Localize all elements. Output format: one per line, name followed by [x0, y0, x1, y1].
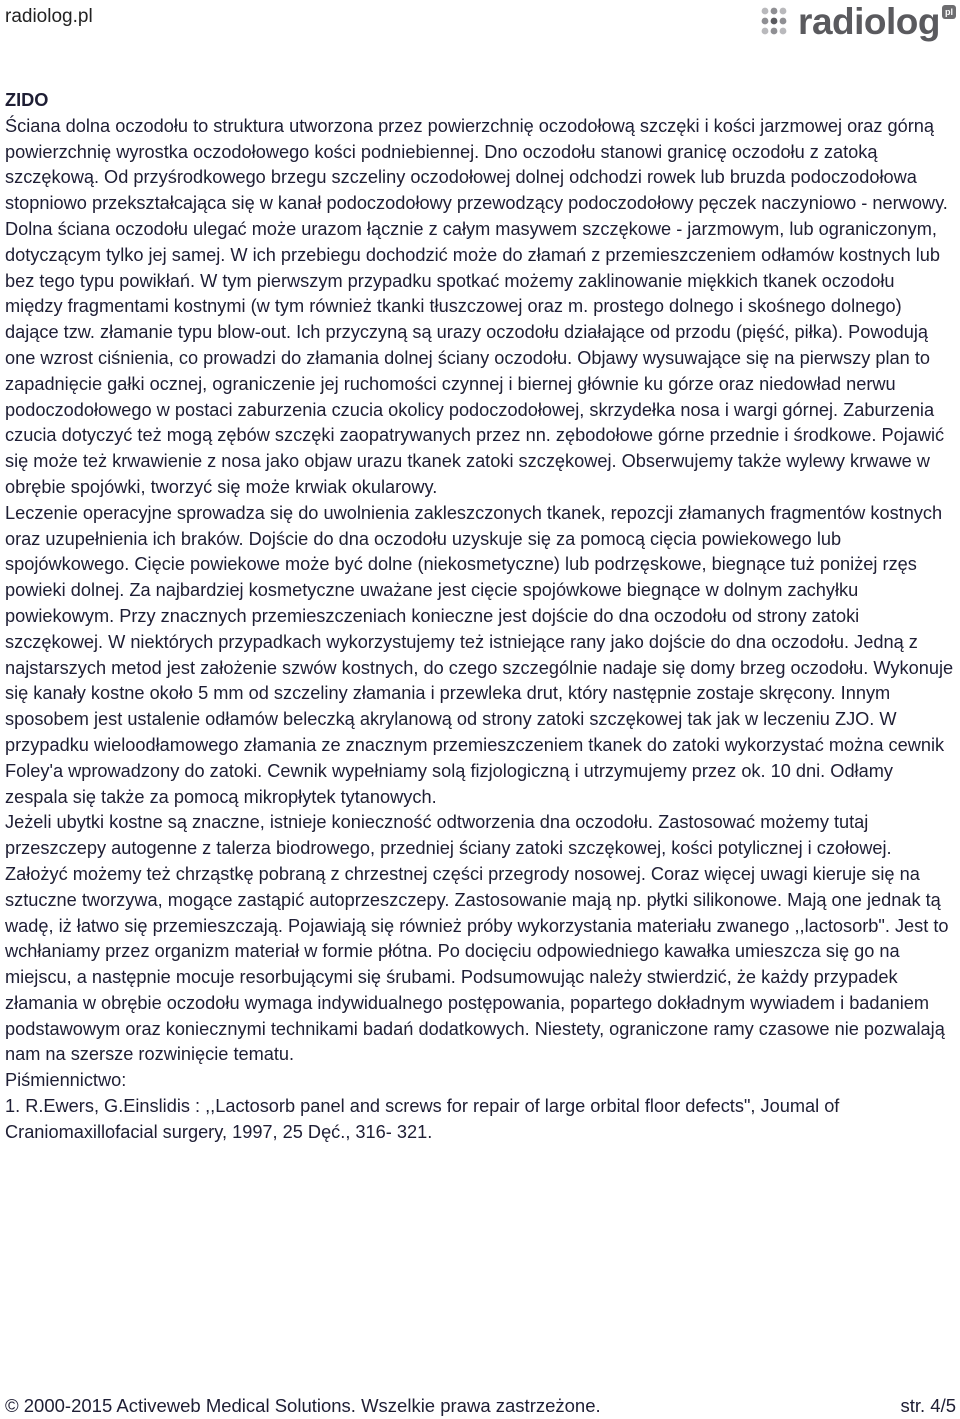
site-name[interactable]: radiolog.pl [5, 6, 93, 27]
article-heading: ZIDO [5, 90, 49, 110]
references-heading: Piśmiennictwo: [5, 1070, 127, 1091]
copyright-text: © 2000-2015 Activeweb Medical Solutions. Wszelkie prawa zastrzeżone. [5, 1395, 601, 1416]
logo-dots-icon [760, 6, 794, 36]
article-paragraph: Ściana dolna oczodołu to struktura utworzona przez powierzchnię oczodołową szczęki i kości jarzmowej oraz górną powierzchnię wyrostka oczodołowego kości podniebiennej. Dno oczodołu stanowi granicę oczodołu z zatoką szczękową. Od przyśrodkowego brzegu szczeliny oczodołowej dolnej odchodzi rowek lub bruzda podoczodołowa stopniowo przekształcająca się w kanał podoczodołowy przewodzący podoczodołowy pęczek naczyniowo - nerwowy. Dolna ściana oczodołu ulegać może urazom łącznie z całym masywem szczękowe - jarzmowym, lub ograniczonym, dotyczącym tylko jej samej. W ich przebiegu dochodzić może do złamań z przemieszczeniem odłamów kostnych lub bez tego typu powikłań. W tym pierwszym przypadku spotkać możemy zaklinowanie miękkich tkanek oczodołu między fragmentami kostnymi (w tym również tkanki tłuszczowej oraz m. prostego dolnego i skośnego dolnego) dające tzw. złamanie typu blow-out. Ich przyczyną są urazy oczodołu działające od przodu (pięść, piłka). Powodują one wzrost ciśnienia, co prowadzi do złamania dolnej ściany oczodołu. Objawy wysuwające się na pierwszy plan to zapadnięcie gałki ocznej, ograniczenie jej ruchomości czynnej i biernej głównie ku górze oraz niedowład nerwu podoczodołowego w postaci zaburzenia czucia okolicy podoczodołowej, skrzydełka nosa i wargi górnej. Zaburzenia czucia dotyczyć też mogą zębów szczęki zaopatrywanych przez nn. zębodołowe górne przednie i środkowe. Pojawić się może też krwawienie z nosa jako objaw urazu tkanek zatoki szczękowej. Obserwujemy także wylewy krwawe w obrębie spojówki, tworzyć się może krwiak okularowy. [5, 115, 948, 497]
article-paragraph: Jeżeli ubytki kostne są znaczne, istnieje konieczność odtworzenia dna oczodołu. Zastosować możemy tutaj przeszczepy autogenne z talerza biodrowego, przedniej ściany zatoki szczękowej, kości potylicznej i czołowej. Założyć możemy też chrząstkę pobraną z chrzestnej części przegrody nosowej. Coraz więcej uwagi kieruje się na sztuczne tworzywa, mogące zastąpić autoprzeszczepy. Zastosowanie mają np. płytki silikonowe. Mają one jednak tą wadę, iż łatwo się przemieszczają. Pojawiają się również próby wykorzystania materiału zwanego ,,lactosorb". Jest to wchłaniamy przez organizm materiał w formie płótna. Po docięciu odpowiedniego kawałka umieszcza się go na miejscu, a następnie mocuje resorbującymi się śrubami. Podsumowując należy stwierdzić, że każdy przypadek złamania w obrębie oczodołu wymaga indywidualnego postępowania, popartego dokładnym wywiadem i badaniem podstawowym oraz koniecznymi technikami badań dodatkowych. Niestety, ograniczone ramy czasowe nie pozwalają nam na szersze rozwinięcie tematu. [5, 812, 949, 1065]
logo-wordmark: radiolog [798, 0, 940, 42]
article-paragraph: Leczenie operacyjne sprowadza się do uwolnienia zakleszczonych tkanek, repozcji złamanych fragmentów kostnych oraz uzupełnienia ich braków. Dojście do dna oczodołu uzyskuje się za pomocą cięcia powiekowego lub spojówkowego. Cięcie powiekowe może być dolne (niekosmetyczne) lub podrzęskowe, biegnące tuż poniżej rzęs powieki dolnej. Za najbardziej kosmetyczne uważane jest cięcie spojówkowe biegnące w dolnym zachyłku powiekowym. Przy znacznych przemieszczeniach konieczne jest dojście do dna oczodołu od strony zatoki szczękowej. W niektórych przypadkach wykorzystujemy też istniejące rany jako dojście do dna oczodołu. Jedną z najstarszych metod jest założenie szwów kostnych, do czego szczególnie nadaje się domy brzeg oczodołu. Wykonuje się kanały kostne około 5 mm od szczeliny złamania i przewleka drut, który następnie zostaje skręcony. Innym sposobem jest ustalenie odłamów beleczką akrylanową od strony zatoki szczękowej tak jak w leczeniu ZJO. W przypadku wieloodłamowego złamania ze znacznym przemieszczeniem tkanek do zatoki wykorzystać można cewnik Foley'a wprowadzony do zatoki. Cewnik wypełniamy solą fizjologiczną i utrzymujemy przez ok. 10 dni. Odłamy zespala się także za pomocą mikropłytek tytanowych. [5, 502, 954, 807]
logo-badge: pl [942, 5, 956, 19]
radiolog-logo[interactable] [760, 0, 956, 42]
page-number: str. 4/5 [900, 1395, 956, 1416]
page-footer [0, 1392, 960, 1419]
reference-item: 1. R.Ewers, G.Einslidis : ,,Lactosorb panel and screws for repair of large orbital floor defects", Joumal of Craniomaxillofacial surgery, 1997, 25 Dęć., 316- 321. [5, 1096, 840, 1142]
article [5, 88, 955, 1146]
page-header [0, 0, 960, 48]
